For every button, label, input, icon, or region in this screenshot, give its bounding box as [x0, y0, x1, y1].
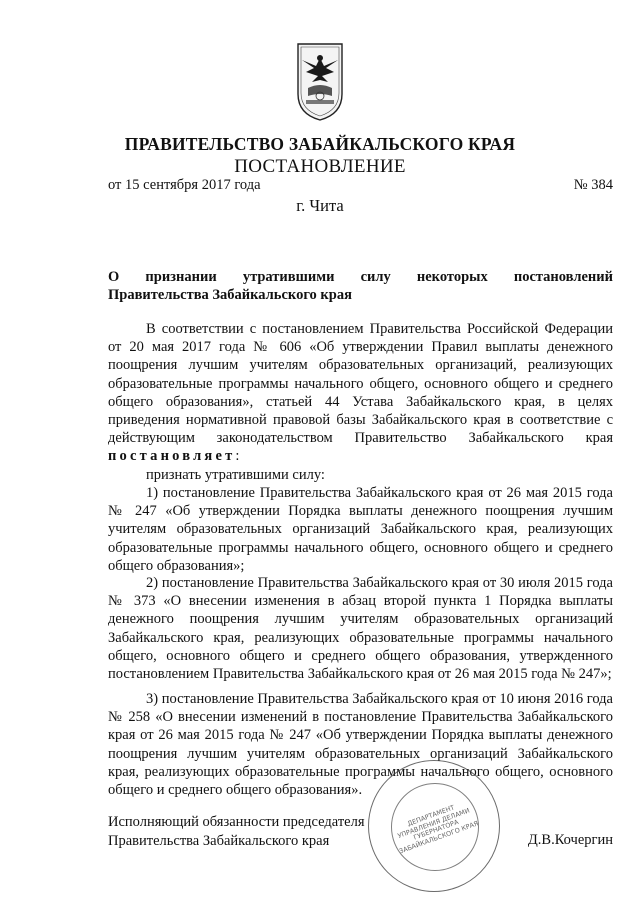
subject-word: некоторых: [416, 269, 488, 285]
signatory-position-line-1: Исполняющий обязанности председателя: [108, 814, 365, 830]
recognize-paragraph: [108, 466, 613, 484]
intro-end: :: [235, 448, 240, 465]
list-item: [108, 690, 613, 799]
signatory-position-line-2: Правительства Забайкальского края: [108, 833, 330, 849]
subject-line-1: [108, 268, 613, 286]
document-city: г. Чита: [296, 196, 344, 215]
subject-word: О: [108, 269, 120, 285]
stamp-center: [391, 783, 479, 871]
coat-of-arms-emblem: [292, 38, 348, 122]
subject-word: признании: [145, 269, 217, 285]
list-item: [108, 574, 613, 683]
official-stamp: [368, 760, 500, 892]
subject-word: утратившими: [242, 269, 335, 285]
stamp-text: ДЕПАРТАМЕНТ УПРАВЛЕНИЯ ДЕЛАМИ ГУБЕРНАТОРА ЗАБАЙКАЛЬСКОГО КРАЯ: [396, 803, 480, 855]
signatory-position: [108, 813, 365, 851]
document-type: ПОСТАНОВЛЕНИЕ: [234, 156, 406, 177]
subject-line-2: Правительства Забайкальского края: [108, 287, 352, 303]
signatory-name: Д.В.Кочергин: [527, 832, 613, 848]
document-date: от 15 сентября 2017 года: [108, 177, 261, 193]
document-subject: [108, 268, 613, 304]
document-number: № 384: [573, 177, 613, 193]
list-item-text: 3) постановление Правительства Забайкальского края от 10 июня 2016 года № 258 «О внесении изменений в постановление Правительства Забайкальского края от 26 мая 2015 года № 247 «Об утверждении Порядка выплаты денежного поощрения лучшим учителям образовательных организаций Забайкальского края, реализующих образовательные программы начального общего, основного общего и среднего общего образования».: [108, 691, 613, 799]
list-item-text: 1) постановление Правительства Забайкальского края от 26 мая 2015 года № 247 «Об утверждении Порядка выплаты денежного поощрения лучшим учителям образовательных организаций Забайкальского края, реализующих образовательные программы начального общего, основного общего и среднего общего образования»;: [108, 485, 613, 574]
list-item: [108, 484, 613, 575]
subject-word: постановлений: [513, 269, 613, 285]
decree-word: постановляет: [108, 448, 236, 465]
subject-word: силу: [360, 269, 391, 285]
intro-text: В соответствии с постановлением Правительства Российской Федерации от 20 мая 2017 года № 606 «Об утверждении Правил выплаты денежного поощрения лучшим учителям образовательных организаций, реализующих образовательные программы начального общего, основного общего и среднего общего образования», статьей 44 Устава Забайкальского края, в целях приведения нормативной правовой базы Забайкальского края в соответствие с действующим законодательством Правительство Забайкальского края: [108, 321, 613, 447]
list-item-text: 2) постановление Правительства Забайкальского края от 30 июля 2015 года № 373 «О внесении изменения в абзац второй пункта 1 Порядка выплаты денежного поощрения лучшим учителям образовательных организаций Забайкальского края, реализующих образовательные программы начального общего, основного общего и среднего общего образования, утвержденного постановлением Правительства Забайкальского края от 26 мая 2015 года № 247»;: [108, 575, 613, 683]
intro-paragraph: [108, 320, 613, 466]
recognize-text: признать утратившими силу:: [146, 467, 325, 483]
government-title: ПРАВИТЕЛЬСТВО ЗАБАЙКАЛЬСКОГО КРАЯ: [124, 134, 516, 154]
